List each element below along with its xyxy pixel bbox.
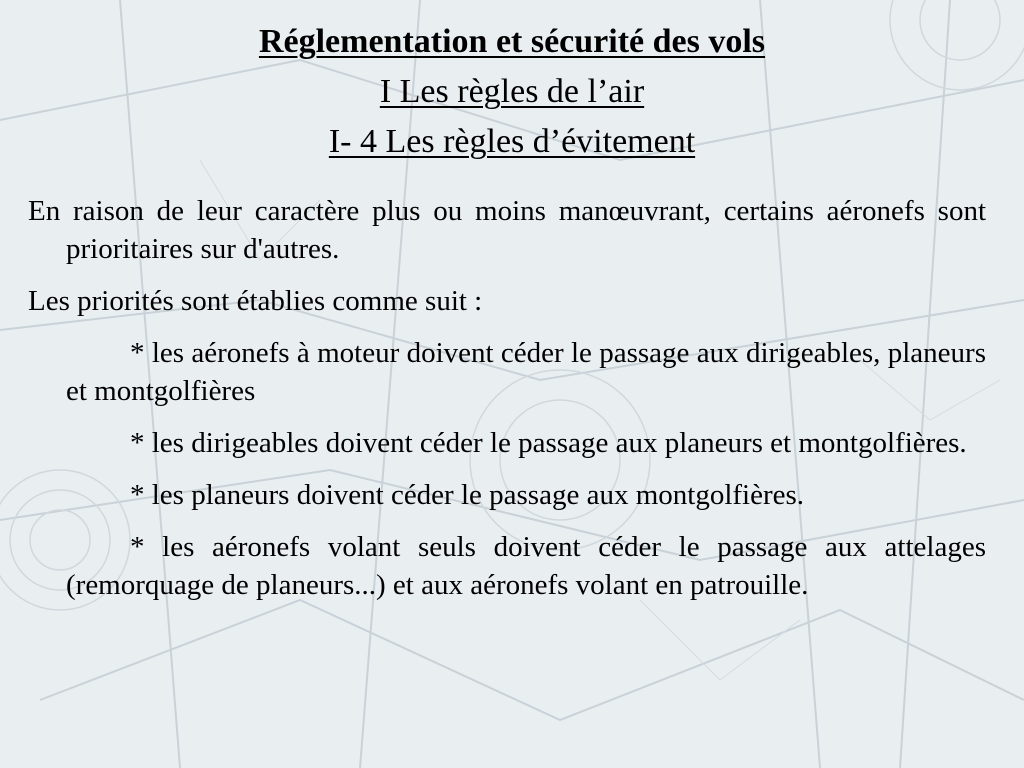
priority-item: * les dirigeables doivent céder le passage aux planeurs et montgolfières.	[130, 427, 967, 459]
title-sub1: I Les règles de l’air	[379, 73, 645, 110]
priorities-heading: Les priorités sont établies comme suit :	[28, 285, 483, 317]
priority-item: * les planeurs doivent céder le passage aux montgolfières.	[130, 479, 805, 511]
priority-item: * les aéronefs à moteur doivent céder le passage aux dirigeables, planeurs et montgolfières	[66, 337, 986, 407]
slide-body	[28, 192, 986, 618]
title-block	[0, 20, 1024, 170]
title-main: Réglementation et sécurité des vols	[258, 23, 766, 60]
slide-title	[0, 20, 1024, 70]
title-sub2: I- 4 Les règles d’évitement	[328, 123, 696, 160]
priority-item: * les aéronefs volant seuls doivent céder le passage aux attelages (remorquage de planeurs...) et aux aéronefs volant en patrouille.	[66, 531, 986, 601]
intro-paragraph: En raison de leur caractère plus ou moins manœuvrant, certains aéronefs sont prioritaires sur d'autres.	[28, 195, 986, 265]
slide-subtitle-2	[0, 120, 1024, 170]
slide-subtitle-1	[0, 70, 1024, 120]
